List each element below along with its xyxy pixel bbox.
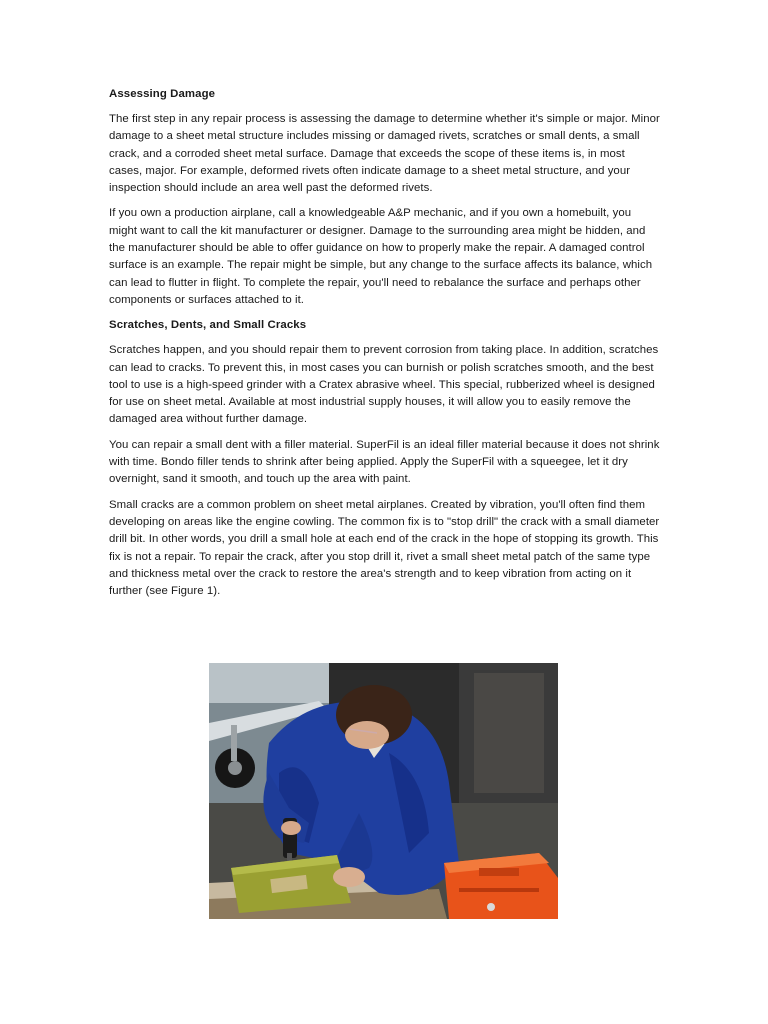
document-body [109,86,661,608]
paragraph: Small cracks are a common problem on sheet metal airplanes. Created by vibration, you'll often find them developing on areas like the engine cowling. The common fix is to "stop drill" the crack with a small diameter drill bit. In other words, you drill a small hole at each end of the crack in the hope of stopping its growth. This fix is not a repair. To repair the crack, after you stop drill it, rivet a small sheet metal patch of the same type and thickness metal over the crack to restore the area's strength and to keep vibration from acting on it further (see Figure 1). [109,498,660,598]
section-heading: Assessing Damage [109,88,216,100]
figure-photo [209,663,558,919]
paragraph: If you own a production airplane, call a knowledgeable A&P mechanic, and if you own a homebuilt, you might want to call the kit manufacturer or designer. Damage to the surrounding area might be hidden, and the manufacturer should be able to offer guidance on how to properly make the repair. A damaged control surface is an example. The repair might be simple, but any change to the surface affects its balance, which can lead to flutter in flight. To complete the repair, you'll need to rebalance the surface and perhaps other components or surfaces attached to it. [109,207,653,306]
paragraph: You can repair a small dent with a filler material. SuperFil is an ideal filler material because it does not shrink with time. Bondo filler tends to shrink after being applied. Apply the SuperFil with a squeegee, let it dry overnight, sand it smooth, and touch up the area with paint. [109,438,660,486]
paragraph: The first step in any repair process is assessing the damage to determine whether it's simple or major. Minor damage to a sheet metal structure includes missing or damaged rivets, scratches or small dents, a small crack, and a corroded sheet metal surface. Damage that exceeds the scope of these items is, in most cases, major. For example, deformed rivets often indicate damage to a sheet metal structure, and your inspection should include an area well past the deformed rivets. [109,113,660,195]
paragraph: Scratches happen, and you should repair them to prevent corrosion from taking place. In addition, scratches can lead to cracks. To prevent this, in most cases you can burnish or polish scratches smooth, and the best tool to use is a high-speed grinder with a Cratex abrasive wheel. This special, rubberized wheel is designed for use on sheet metal. Available at most industrial supply houses, it will allow you to easily remove the damaged area without further damage. [109,344,659,426]
section-assessing-damage [109,86,661,309]
section-heading: Scratches, Dents, and Small Cracks [109,319,307,332]
photo-mechanic-drilling-icon [209,663,558,919]
section-scratches-dents-cracks [109,317,661,600]
